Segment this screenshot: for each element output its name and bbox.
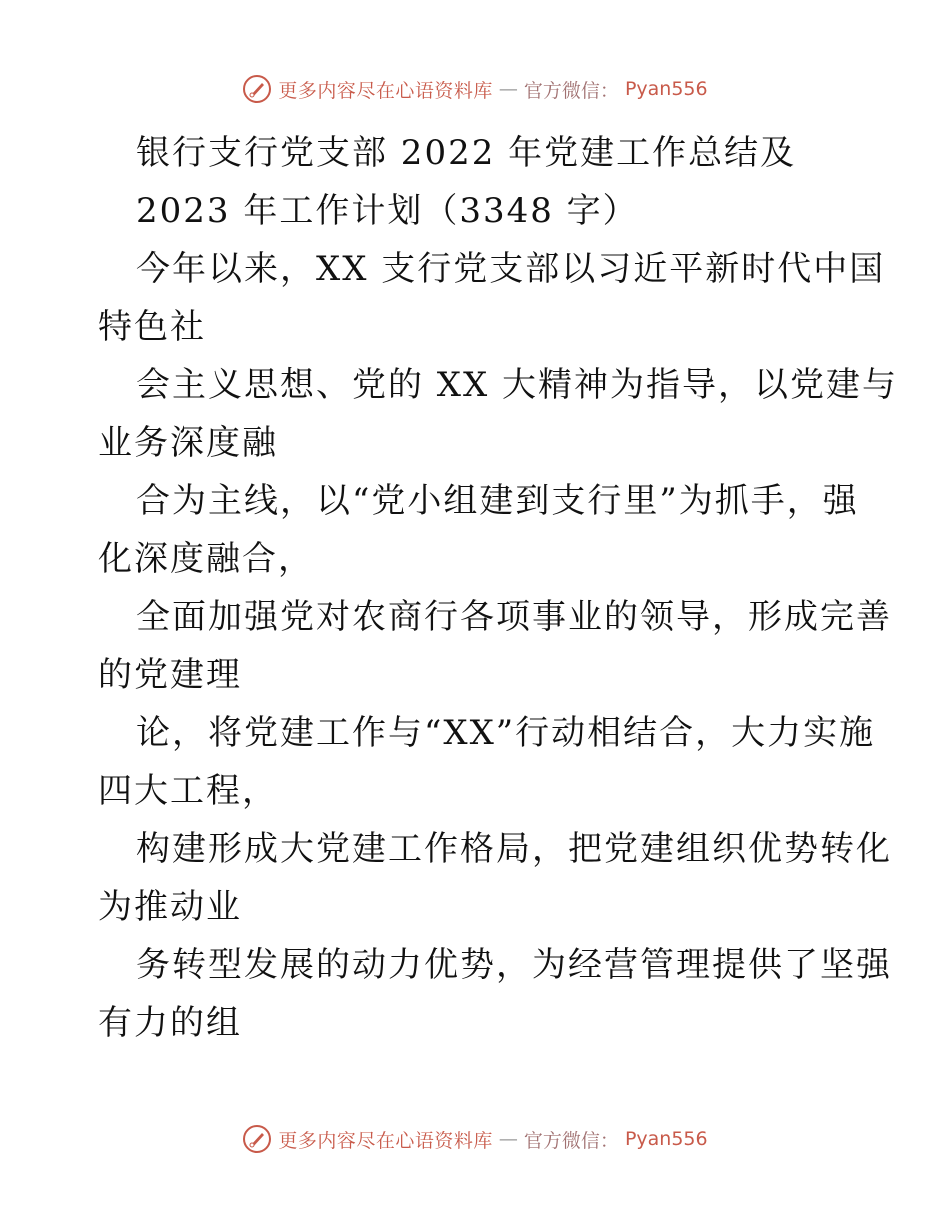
footer-watermark bbox=[0, 1124, 950, 1154]
document-line: 构建形成大党建工作格局，把党建组织优势转化 bbox=[136, 829, 892, 869]
document-line: 四大工程， bbox=[98, 771, 278, 811]
document-line: 业务深度融 bbox=[98, 423, 278, 463]
header-watermark bbox=[0, 74, 950, 104]
document-line: 有力的组 bbox=[98, 1003, 242, 1043]
watermark-dash: — bbox=[498, 78, 518, 100]
document-line: 今年以来，XX 支行党支部以习近平新时代中国 bbox=[136, 249, 886, 289]
document-line: 全面加强党对农商行各项事业的领导，形成完善 bbox=[136, 597, 892, 637]
watermark-wechat-id: Pyan556 bbox=[624, 78, 708, 100]
document-line: 合为主线，以“党小组建到支行里”为抓手，强 bbox=[136, 481, 859, 521]
watermark-wechat-id: Pyan556 bbox=[624, 1128, 708, 1150]
watermark-text: 更多内容尽在心语资料库 bbox=[278, 79, 493, 102]
document-line: 化深度融合， bbox=[98, 539, 314, 579]
watermark-wechat-label: 官方微信： bbox=[523, 1129, 619, 1152]
document-line: 银行支行党支部 2022 年党建工作总结及 bbox=[136, 133, 797, 173]
watermark-text: 更多内容尽在心语资料库 bbox=[278, 1129, 493, 1152]
document-line: 特色社 bbox=[98, 307, 206, 347]
document-line: 务转型发展的动力优势，为经营管理提供了坚强 bbox=[136, 945, 892, 985]
document-line: 2023 年工作计划（3348 字） bbox=[136, 191, 639, 231]
watermark-dash: — bbox=[498, 1128, 518, 1150]
document-line: 的党建理 bbox=[98, 655, 242, 695]
quill-logo-icon bbox=[242, 74, 272, 104]
document-line: 论，将党建工作与“XX”行动相结合，大力实施 bbox=[136, 713, 876, 753]
watermark-wechat-label: 官方微信： bbox=[523, 79, 619, 102]
quill-logo-icon bbox=[242, 1124, 272, 1154]
document-line: 会主义思想、党的 XX 大精神为指导，以党建与 bbox=[136, 365, 899, 405]
document-body bbox=[98, 124, 899, 1052]
document-line: 为推动业 bbox=[98, 887, 242, 927]
